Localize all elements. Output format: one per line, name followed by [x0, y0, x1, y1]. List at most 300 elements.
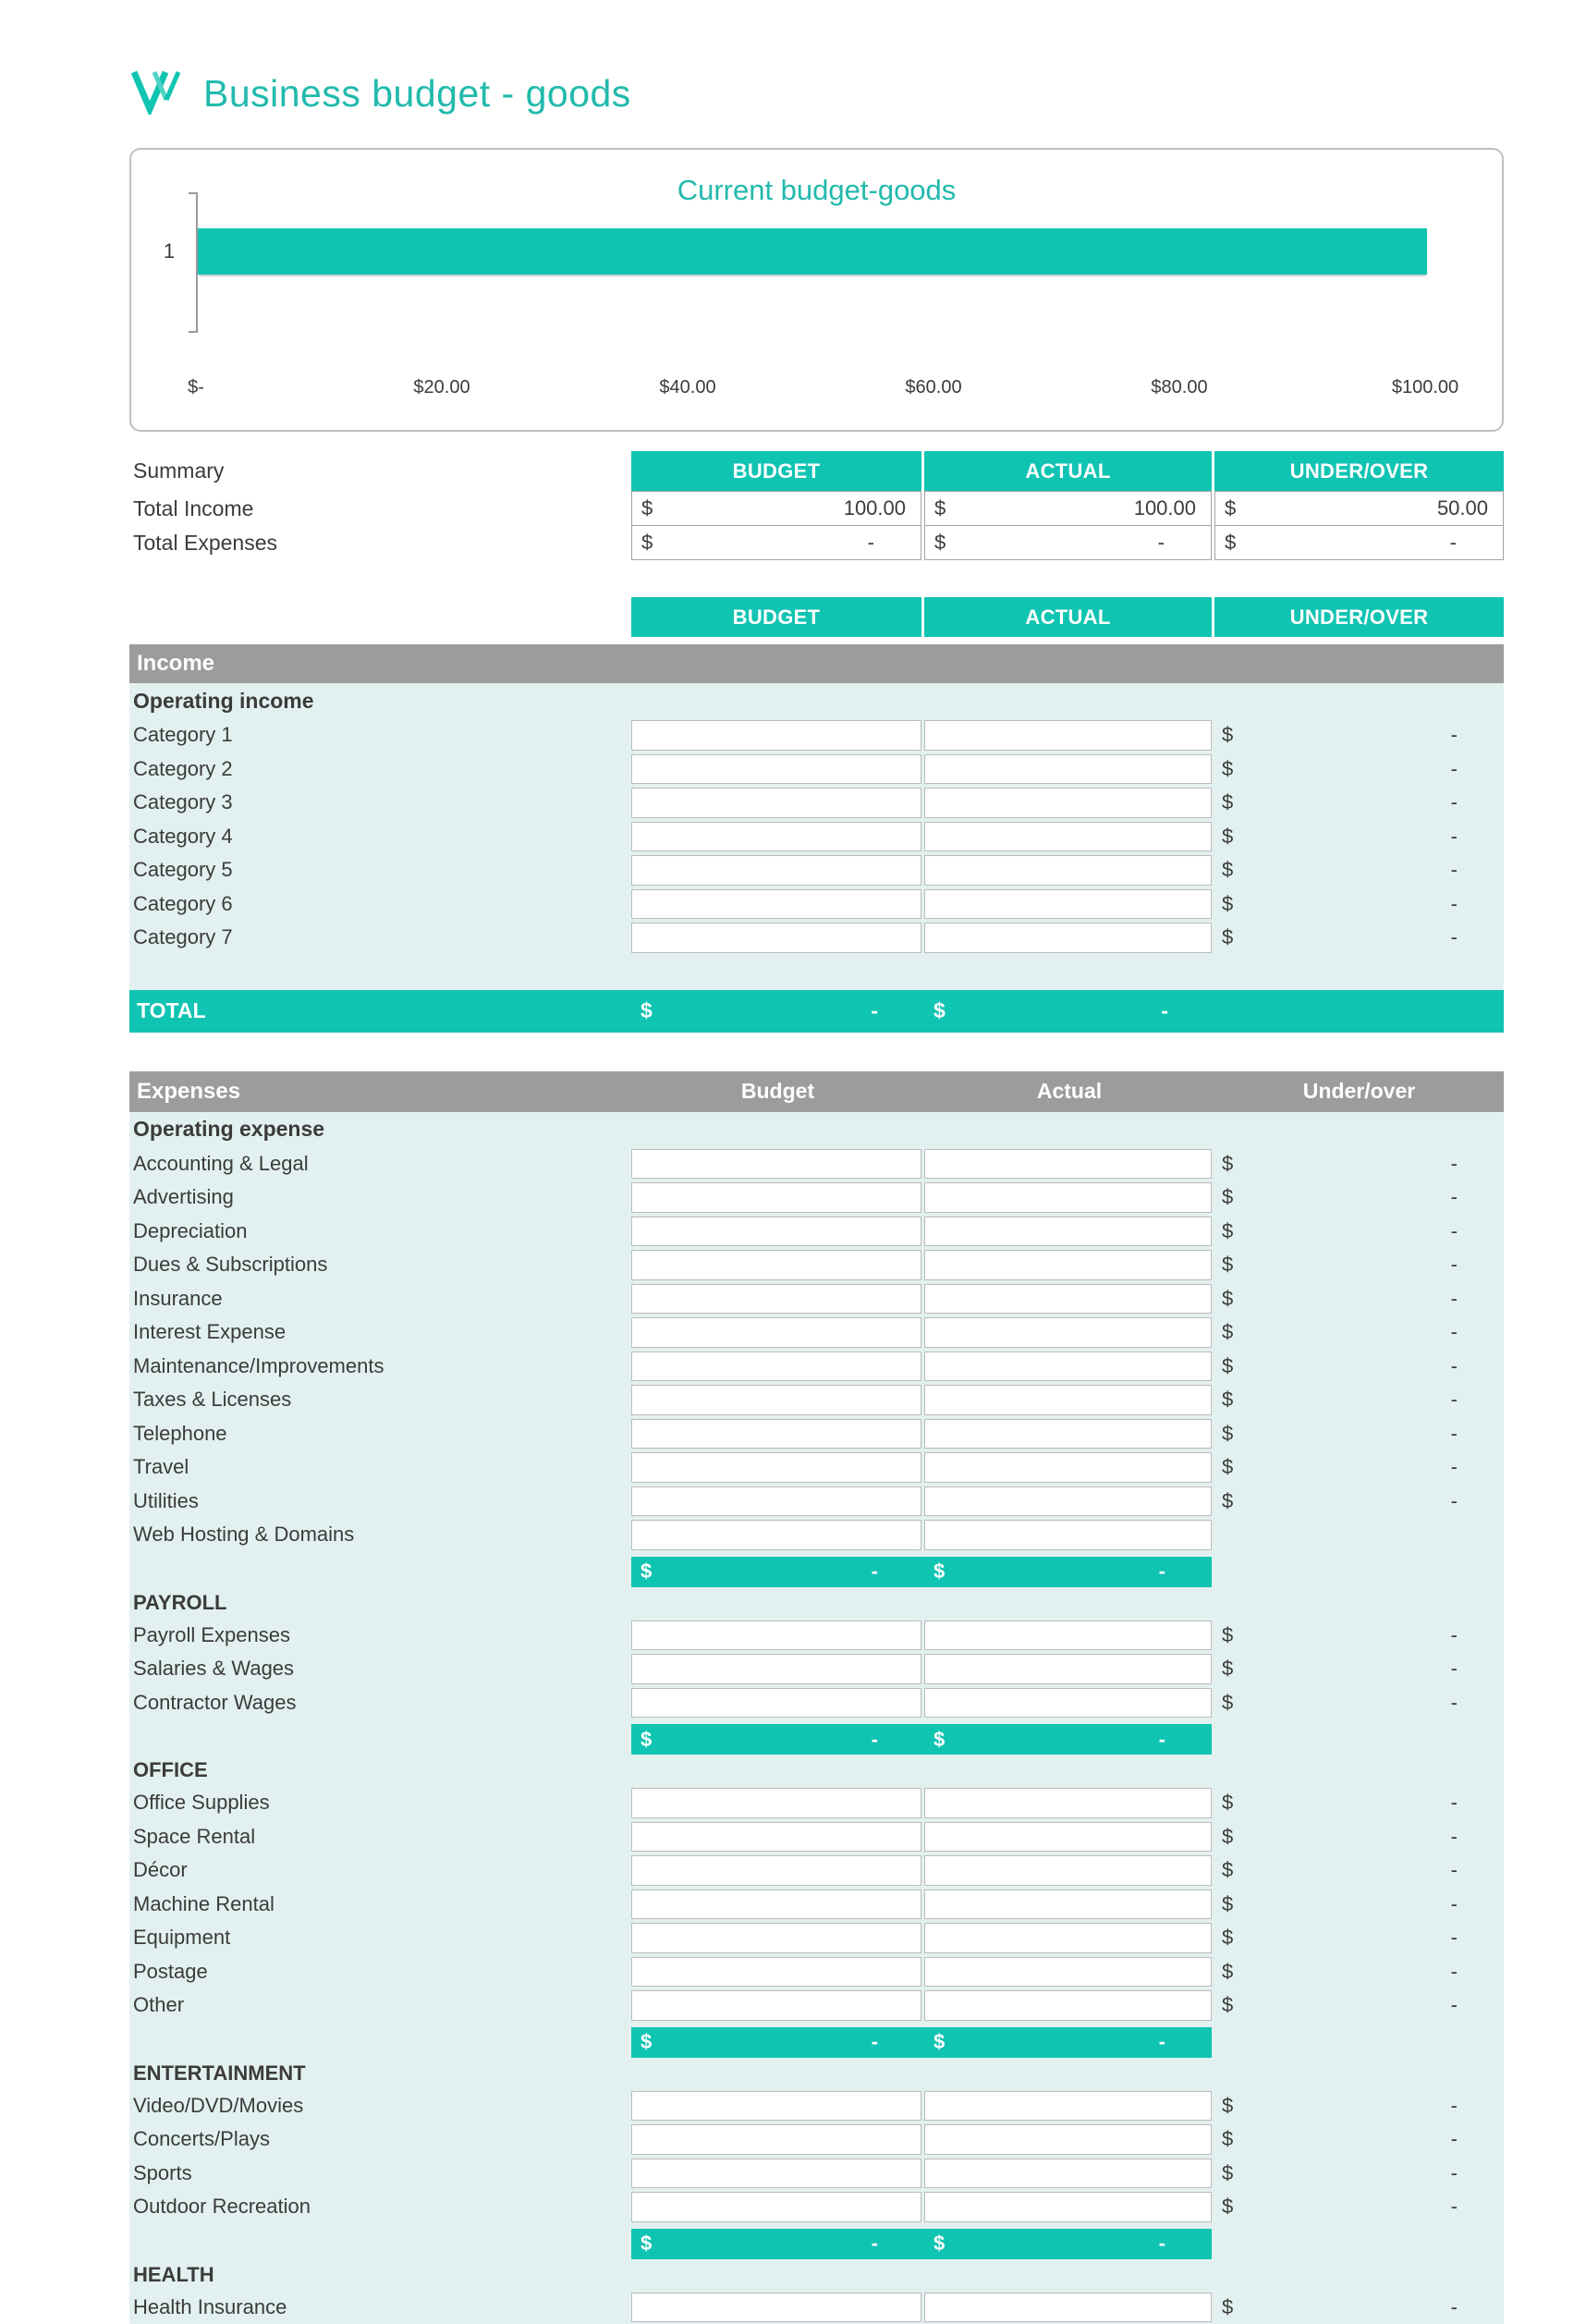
table-row — [129, 1853, 1504, 1888]
actual-input-cell[interactable] — [924, 788, 1212, 818]
table-row — [129, 1248, 1504, 1282]
table-column-header-row — [129, 597, 1504, 637]
table-row — [129, 1888, 1504, 1922]
actual-input-cell[interactable] — [924, 1654, 1212, 1684]
row-label: Postage — [129, 1955, 631, 1989]
row-label: Telephone — [129, 1417, 631, 1451]
table-row — [129, 1180, 1504, 1215]
under-over-value: - — [1451, 1219, 1458, 1243]
currency-symbol: $ — [933, 1728, 945, 1752]
under-over-cell — [1214, 2157, 1504, 2191]
table-row — [129, 752, 1504, 787]
currency-symbol: $ — [1222, 1185, 1233, 1209]
row-label: Category 3 — [129, 786, 631, 820]
under-over-cell — [1214, 853, 1504, 887]
currency-symbol: $ — [641, 2232, 652, 2256]
table-row — [129, 1383, 1504, 1417]
page-title: Business budget - goods — [203, 72, 631, 116]
summary-budget-value: - — [868, 531, 874, 555]
total-label: TOTAL — [129, 998, 631, 1023]
chart-bar — [198, 228, 1427, 275]
currency-symbol: $ — [1222, 757, 1233, 781]
under-over-cell — [1214, 1282, 1504, 1316]
subtotal-budget-value: - — [872, 1560, 878, 1584]
actual-input-cell[interactable] — [924, 1217, 1212, 1247]
subtotal-budget-cell — [631, 1560, 924, 1584]
actual-input-cell[interactable] — [924, 1452, 1212, 1483]
budget-input-cell[interactable] — [631, 855, 921, 886]
actual-input-cell[interactable] — [924, 754, 1212, 785]
table-row — [129, 1417, 1504, 1451]
row-label: Interest Expense — [129, 1315, 631, 1350]
table-row — [129, 1988, 1504, 2023]
actual-input-cell[interactable] — [924, 1149, 1212, 1180]
actual-input-cell[interactable] — [924, 2192, 1212, 2222]
actual-input-cell[interactable] — [924, 1822, 1212, 1853]
summary-under-cell — [1214, 491, 1504, 526]
summary-under-cell — [1214, 525, 1504, 560]
budget-input-cell[interactable] — [631, 1352, 921, 1382]
currency-symbol: $ — [1222, 1388, 1233, 1412]
table-row — [129, 1619, 1504, 1653]
actual-input-cell[interactable] — [924, 1855, 1212, 1886]
income-table — [129, 683, 1504, 1033]
under-over-cell — [1214, 1417, 1504, 1451]
budget-input-cell[interactable] — [631, 1217, 921, 1247]
under-over-cell — [1214, 1248, 1504, 1282]
under-over-cell — [1214, 1619, 1504, 1653]
currency-symbol: $ — [1222, 825, 1233, 849]
currency-symbol: $ — [1222, 2094, 1233, 2118]
summary-actual-value: - — [1158, 531, 1165, 555]
subtotal-budget-cell — [631, 1728, 924, 1752]
y-axis-category-label: 1 — [151, 239, 188, 263]
summary-actual-value: 100.00 — [1134, 496, 1196, 520]
currency-symbol: $ — [934, 496, 946, 520]
actual-input-cell[interactable] — [924, 2293, 1212, 2323]
row-label: Taxes & Licenses — [129, 1383, 631, 1417]
currency-symbol: $ — [1222, 1354, 1233, 1378]
budget-input-cell[interactable] — [631, 889, 921, 920]
currency-symbol: $ — [933, 2232, 945, 2256]
column-header-actual: ACTUAL — [924, 597, 1212, 637]
budget-input-cell[interactable] — [631, 1419, 921, 1449]
under-over-value: - — [1451, 825, 1458, 849]
actual-input-cell[interactable] — [924, 1520, 1212, 1550]
currency-symbol: $ — [1222, 1825, 1233, 1849]
under-over-value: - — [1451, 1185, 1458, 1209]
income-section-header — [129, 644, 1504, 683]
currency-symbol: $ — [1222, 1623, 1233, 1647]
table-row — [129, 1147, 1504, 1181]
budget-input-cell[interactable] — [631, 1890, 921, 1920]
actual-input-cell[interactable] — [924, 1890, 1212, 1920]
subtotal-budget-value: - — [872, 2232, 878, 2256]
currency-symbol: $ — [1222, 1320, 1233, 1344]
subtotal-actual-value: - — [1159, 1560, 1165, 1584]
budget-input-cell[interactable] — [631, 1486, 921, 1517]
row-label: Equipment — [129, 1921, 631, 1955]
expense-group-title: HEALTH — [129, 2259, 1504, 2291]
under-over-value: - — [1451, 1993, 1458, 2017]
currency-symbol: $ — [1222, 1287, 1233, 1311]
row-label: Depreciation — [129, 1215, 631, 1249]
currency-symbol: $ — [1222, 1455, 1233, 1479]
row-label: Décor — [129, 1853, 631, 1888]
table-row — [129, 1282, 1504, 1316]
row-label: Video/DVD/Movies — [129, 2089, 631, 2123]
row-label: Utilities — [129, 1485, 631, 1519]
table-row — [129, 1315, 1504, 1350]
currency-symbol: $ — [1222, 2127, 1233, 2151]
row-label: Advertising — [129, 1180, 631, 1215]
x-axis-tick-label: $40.00 — [659, 377, 715, 398]
actual-input-cell[interactable] — [924, 822, 1212, 852]
income-section-title: Income — [129, 651, 214, 677]
currency-symbol: $ — [1222, 2295, 1233, 2319]
under-over-cell — [1214, 2291, 1504, 2324]
summary-row — [129, 525, 1504, 560]
under-over-value: - — [1451, 1960, 1458, 1984]
budget-input-cell[interactable] — [631, 1284, 921, 1315]
subtotal-budget-value: - — [872, 1728, 878, 1752]
subtotal-budget-cell — [631, 2232, 924, 2256]
currency-symbol: $ — [641, 531, 653, 555]
row-label: Web Hosting & Domains — [129, 1518, 631, 1552]
currency-symbol: $ — [1222, 925, 1233, 949]
row-label: Category 2 — [129, 752, 631, 787]
total-actual-value: - — [1161, 998, 1168, 1023]
row-label: Category 6 — [129, 887, 631, 922]
income-total-row — [129, 990, 1504, 1033]
under-over-cell — [1214, 2190, 1504, 2224]
currency-symbol: $ — [1222, 1791, 1233, 1815]
expense-group-title: ENTERTAINMENT — [129, 2058, 1504, 2089]
row-label: Insurance — [129, 1282, 631, 1316]
budget-input-cell[interactable] — [631, 1654, 921, 1684]
under-over-cell — [1214, 1686, 1504, 1720]
table-row — [129, 1921, 1504, 1955]
chart-title: Current budget-goods — [131, 174, 1502, 207]
under-over-value: - — [1451, 757, 1458, 781]
column-header-budget: Budget — [631, 1079, 924, 1104]
under-over-cell — [1214, 2122, 1504, 2157]
currency-symbol: $ — [1222, 1993, 1233, 2017]
budget-input-cell[interactable] — [631, 1149, 921, 1180]
row-label: Salaries & Wages — [129, 1652, 631, 1686]
actual-input-cell[interactable] — [924, 1419, 1212, 1449]
under-over-value: - — [1451, 2195, 1458, 2219]
budget-input-cell[interactable] — [631, 923, 921, 953]
under-over-cell — [1214, 820, 1504, 854]
expenses-table — [129, 1112, 1504, 2324]
summary-budget-cell — [631, 525, 921, 560]
under-over-value: - — [1451, 1892, 1458, 1916]
budget-input-cell[interactable] — [631, 1621, 921, 1651]
expense-group-title: Operating expense — [129, 1112, 1504, 1147]
row-label: Health Insurance — [129, 2291, 631, 2324]
budget-input-cell[interactable] — [631, 754, 921, 785]
expenses-section-header — [129, 1071, 1504, 1112]
under-over-value: - — [1451, 1489, 1458, 1513]
under-over-cell — [1214, 1180, 1504, 1215]
under-over-cell — [1214, 1888, 1504, 1922]
budget-input-cell[interactable] — [631, 1688, 921, 1719]
under-over-value: - — [1451, 1657, 1458, 1681]
actual-input-cell[interactable] — [924, 1621, 1212, 1651]
expense-group-title: OFFICE — [129, 1755, 1504, 1786]
actual-input-cell[interactable] — [924, 2159, 1212, 2189]
table-row — [129, 853, 1504, 887]
subtotal-actual-value: - — [1159, 2030, 1165, 2054]
budget-input-cell[interactable] — [631, 1923, 921, 1953]
under-over-cell — [1214, 1485, 1504, 1519]
document-header — [129, 0, 1504, 122]
actual-input-cell[interactable] — [924, 1688, 1212, 1719]
currency-symbol: $ — [641, 496, 653, 520]
actual-input-cell[interactable] — [924, 1990, 1212, 2021]
under-over-value: - — [1451, 1320, 1458, 1344]
row-label: Travel — [129, 1450, 631, 1485]
currency-symbol: $ — [1222, 1152, 1233, 1176]
table-row — [129, 2157, 1504, 2191]
actual-input-cell[interactable] — [924, 1250, 1212, 1280]
summary-row-label: Total Income — [129, 491, 631, 526]
summary-budget-value: 100.00 — [844, 496, 906, 520]
currency-symbol: $ — [1222, 1926, 1233, 1950]
under-over-cell — [1214, 2089, 1504, 2123]
budget-input-cell[interactable] — [631, 1520, 921, 1550]
under-over-cell — [1214, 1652, 1504, 1686]
under-over-value: - — [1451, 925, 1458, 949]
column-header-underover: UNDER/OVER — [1214, 451, 1504, 491]
table-row — [129, 887, 1504, 922]
under-over-value: - — [1451, 723, 1458, 747]
currency-symbol: $ — [1222, 790, 1233, 814]
under-over-cell — [1214, 1315, 1504, 1350]
income-group-title: Operating income — [129, 683, 1504, 718]
currency-symbol: $ — [933, 2030, 945, 2054]
currency-symbol: $ — [1222, 1219, 1233, 1243]
budget-input-cell[interactable] — [631, 1452, 921, 1483]
under-over-value: - — [1451, 1422, 1458, 1446]
column-header-actual: Actual — [924, 1079, 1214, 1104]
subtotal-actual-value: - — [1159, 2232, 1165, 2256]
table-row — [129, 1350, 1504, 1384]
row-label: Other — [129, 1988, 631, 2023]
under-over-value: - — [1451, 1253, 1458, 1277]
under-over-cell — [1214, 1820, 1504, 1854]
summary-title: Summary — [129, 451, 631, 491]
expense-group-title: PAYROLL — [129, 1587, 1504, 1619]
currency-symbol: $ — [1222, 1691, 1233, 1715]
actual-input-cell[interactable] — [924, 1486, 1212, 1517]
table-row — [129, 1786, 1504, 1820]
currency-symbol: $ — [1222, 2195, 1233, 2219]
budget-input-cell[interactable] — [631, 1788, 921, 1818]
budget-input-cell[interactable] — [631, 1182, 921, 1213]
summary-section — [129, 451, 1504, 560]
x-axis-tick-label: $- — [188, 377, 204, 398]
table-row — [129, 786, 1504, 820]
under-over-value: - — [1451, 1623, 1458, 1647]
table-row — [129, 1485, 1504, 1519]
budget-document — [129, 0, 1504, 2324]
subtotal-actual-value: - — [1159, 1728, 1165, 1752]
column-header-actual: ACTUAL — [924, 451, 1212, 491]
actual-input-cell[interactable] — [924, 1352, 1212, 1382]
budget-input-cell[interactable] — [631, 2192, 921, 2222]
row-label: Space Rental — [129, 1820, 631, 1854]
currency-symbol: $ — [934, 531, 946, 555]
column-header-underover: UNDER/OVER — [1214, 597, 1504, 637]
table-row — [129, 2089, 1504, 2123]
under-over-cell — [1214, 1147, 1504, 1181]
row-label: Maintenance/Improvements — [129, 1350, 631, 1384]
actual-input-cell[interactable] — [924, 1923, 1212, 1953]
under-over-value: - — [1451, 2161, 1458, 2185]
under-over-value: - — [1451, 1791, 1458, 1815]
table-row — [129, 1518, 1504, 1552]
under-over-cell — [1214, 1518, 1504, 1552]
subtotal-row — [631, 2027, 1212, 2058]
currency-symbol: $ — [1222, 1489, 1233, 1513]
summary-row-label: Total Expenses — [129, 525, 631, 560]
budget-input-cell[interactable] — [631, 1822, 921, 1853]
actual-input-cell[interactable] — [924, 2091, 1212, 2122]
row-label: Concerts/Plays — [129, 2122, 631, 2157]
under-over-value: - — [1451, 1354, 1458, 1378]
budget-input-cell[interactable] — [631, 720, 921, 751]
double-check-logo-icon — [129, 67, 183, 120]
under-over-cell — [1214, 921, 1504, 955]
actual-input-cell[interactable] — [924, 889, 1212, 920]
currency-symbol: $ — [1222, 1858, 1233, 1882]
subtotal-budget-cell — [631, 2030, 924, 2054]
subtotal-actual-cell — [924, 2232, 1212, 2256]
subtotal-row — [631, 1724, 1212, 1755]
actual-input-cell[interactable] — [924, 1788, 1212, 1818]
under-over-cell — [1214, 1350, 1504, 1384]
subtotal-actual-cell — [924, 1728, 1212, 1752]
currency-symbol: $ — [641, 1728, 652, 1752]
currency-symbol: $ — [1222, 1657, 1233, 1681]
actual-input-cell[interactable] — [924, 923, 1212, 953]
actual-input-cell[interactable] — [924, 1182, 1212, 1213]
budget-bar-chart — [129, 148, 1504, 432]
budget-input-cell[interactable] — [631, 1385, 921, 1415]
row-label: Outdoor Recreation — [129, 2190, 631, 2224]
column-header-underover: Under/over — [1214, 1079, 1504, 1104]
table-row — [129, 1955, 1504, 1989]
under-over-cell — [1214, 1215, 1504, 1249]
summary-header-row — [129, 451, 1504, 491]
actual-input-cell[interactable] — [924, 1317, 1212, 1348]
budget-input-cell[interactable] — [631, 788, 921, 818]
budget-input-cell[interactable] — [631, 2124, 921, 2155]
under-over-value: - — [1451, 2127, 1458, 2151]
currency-symbol: $ — [1222, 1960, 1233, 1984]
under-over-value: - — [1451, 790, 1458, 814]
budget-input-cell[interactable] — [631, 1957, 921, 1988]
column-header-budget: BUDGET — [631, 597, 921, 637]
table-row — [129, 2190, 1504, 2224]
summary-actual-cell — [924, 491, 1212, 526]
table-row — [129, 718, 1504, 752]
table-row — [129, 921, 1504, 955]
subtotal-actual-cell — [924, 1560, 1212, 1584]
actual-input-cell[interactable] — [924, 2124, 1212, 2155]
table-row — [129, 2122, 1504, 2157]
row-label: Category 4 — [129, 820, 631, 854]
subtotal-actual-cell — [924, 2030, 1212, 2054]
under-over-cell — [1214, 1450, 1504, 1485]
under-over-value: - — [1451, 1825, 1458, 1849]
under-over-value: - — [1451, 1926, 1458, 1950]
budget-input-cell[interactable] — [631, 2293, 921, 2323]
under-over-value: - — [1451, 1455, 1458, 1479]
actual-input-cell[interactable] — [924, 720, 1212, 751]
row-label: Accounting & Legal — [129, 1147, 631, 1181]
subtotal-budget-value: - — [872, 2030, 878, 2054]
actual-input-cell[interactable] — [924, 1284, 1212, 1315]
currency-symbol: $ — [933, 998, 946, 1023]
under-over-value: - — [1451, 892, 1458, 916]
budget-input-cell[interactable] — [631, 1990, 921, 2021]
actual-input-cell[interactable] — [924, 855, 1212, 886]
table-row — [129, 820, 1504, 854]
currency-symbol: $ — [1222, 2161, 1233, 2185]
under-over-cell — [1214, 1988, 1504, 2023]
table-row — [129, 1215, 1504, 1249]
currency-symbol: $ — [1225, 496, 1236, 520]
summary-row — [129, 491, 1504, 526]
row-label: Office Supplies — [129, 1786, 631, 1820]
x-axis-tick-label: $100.00 — [1392, 377, 1458, 398]
currency-symbol: $ — [933, 1560, 945, 1584]
under-over-value: - — [1451, 1691, 1458, 1715]
total-budget-cell — [631, 998, 924, 1023]
actual-input-cell[interactable] — [924, 1385, 1212, 1415]
summary-under-value: - — [1450, 531, 1457, 555]
under-over-cell — [1214, 718, 1504, 752]
budget-input-cell[interactable] — [631, 1250, 921, 1280]
x-axis-tick-label: $60.00 — [905, 377, 961, 398]
table-row — [129, 1820, 1504, 1854]
summary-budget-cell — [631, 491, 921, 526]
actual-input-cell[interactable] — [924, 1957, 1212, 1988]
row-label: Machine Rental — [129, 1888, 631, 1922]
currency-symbol: $ — [1222, 1892, 1233, 1916]
under-over-cell — [1214, 1921, 1504, 1955]
under-over-cell — [1214, 786, 1504, 820]
budget-input-cell[interactable] — [631, 2091, 921, 2122]
budget-input-cell[interactable] — [631, 822, 921, 852]
under-over-value: - — [1451, 2094, 1458, 2118]
budget-input-cell[interactable] — [631, 2159, 921, 2189]
row-label: Sports — [129, 2157, 631, 2191]
currency-symbol: $ — [1222, 858, 1233, 882]
row-label: Dues & Subscriptions — [129, 1248, 631, 1282]
subtotal-row — [631, 1557, 1212, 1587]
under-over-cell — [1214, 1383, 1504, 1417]
budget-input-cell[interactable] — [631, 1855, 921, 1886]
budget-input-cell[interactable] — [631, 1317, 921, 1348]
subtotal-row — [631, 2229, 1212, 2259]
under-over-cell — [1214, 1955, 1504, 1989]
table-row — [129, 1686, 1504, 1720]
summary-actual-cell — [924, 525, 1212, 560]
